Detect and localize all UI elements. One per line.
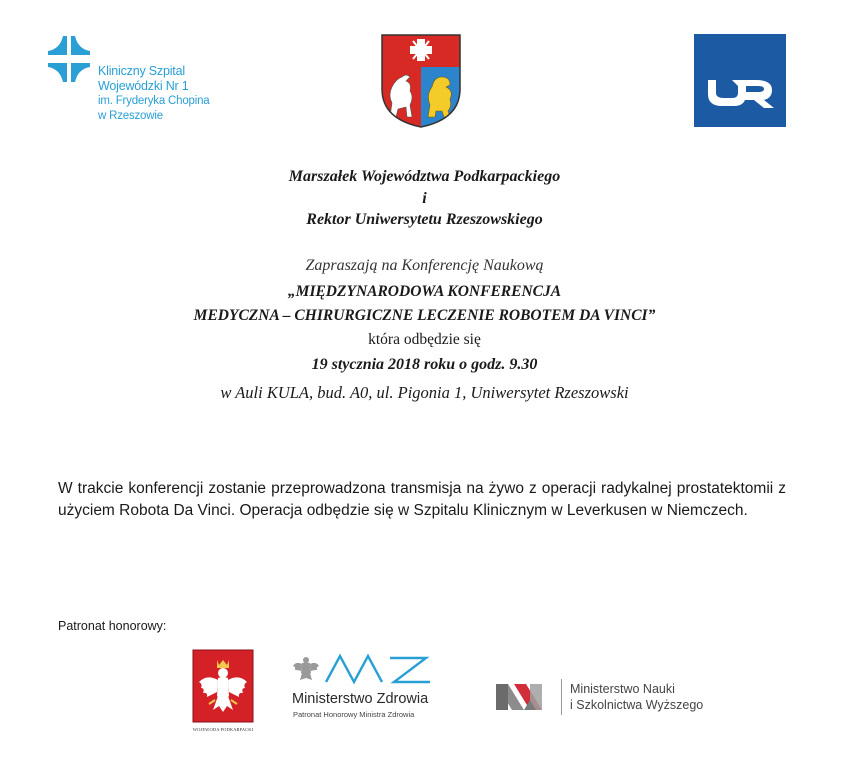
ministry-of-science-line1: Ministerstwo Nauki <box>570 682 675 696</box>
place-line: w Auli KULA, bud. A0, ul. Pigonia 1, Uniwersytet Rzeszowski <box>220 383 629 402</box>
marshal-line: Marszałek Województwa Podkarpackiego <box>288 168 561 185</box>
ministry-of-health-mark-icon <box>290 648 440 690</box>
ministry-of-health-subtitle: Patronat Honorowy Ministra Zdrowia <box>293 710 415 719</box>
conference-title-line2: MEDYCZNA – CHIRURGICZNE LECZENIE ROBOTEM DA VINCI” <box>193 307 656 324</box>
ministry-of-science-line2: i Szkolnictwa Wyższego <box>570 698 704 712</box>
conference-title-line1: „MIĘDZYNARODOWA KONFERENCJA <box>287 283 562 300</box>
polish-eagle-icon <box>191 648 255 724</box>
and-line: i <box>422 190 427 207</box>
patronage-label: Patronat honorowy: <box>58 619 167 633</box>
description-paragraph: W trakcie konferencji zostanie przeprowadzona transmisja na żywo z operacji radykalnej prostatektomii z użyciem Robota Da Vinci. Operacja odbędzie się w Szpitalu Klinicznym w Leverkusen w Niemczech. <box>58 480 786 519</box>
hospital-name-line3: im. Fryderyka Chopina <box>98 95 210 107</box>
which-line: która odbędzie się <box>368 331 481 348</box>
ministry-of-science-name <box>570 681 703 713</box>
hospital-name-line4: w Rzeszowie <box>98 110 163 122</box>
ministry-of-science-mark-icon <box>494 678 554 716</box>
date-line: 19 stycznia 2018 roku o godz. 9.30 <box>311 356 538 373</box>
ministry-of-health-logo <box>290 648 440 720</box>
voivodeship-coat-of-arms-icon <box>380 33 462 129</box>
rector-line: Rektor Uniwersytetu Rzeszowskiego <box>306 211 543 228</box>
hospital-name <box>98 64 209 124</box>
voivode-logo <box>191 648 255 738</box>
ministry-of-health-name: Ministerstwo Zdrowia <box>292 691 429 707</box>
ur-logo-icon <box>694 34 786 127</box>
university-rzeszow-logo <box>694 34 786 127</box>
hospital-name-line1: Kliniczny Szpital <box>98 64 185 78</box>
ministry-of-science-divider <box>561 679 562 715</box>
voivode-caption: WOJEWODA PODKARPACKI <box>192 727 254 732</box>
hospital-name-line2: Wojewódzki Nr 1 <box>98 79 189 93</box>
ministry-of-science-logo <box>494 678 734 718</box>
hospital-logo <box>44 34 244 144</box>
invite-line: Zapraszają na Konferencję Naukową <box>305 257 544 274</box>
hospital-cross-icon <box>44 34 94 84</box>
